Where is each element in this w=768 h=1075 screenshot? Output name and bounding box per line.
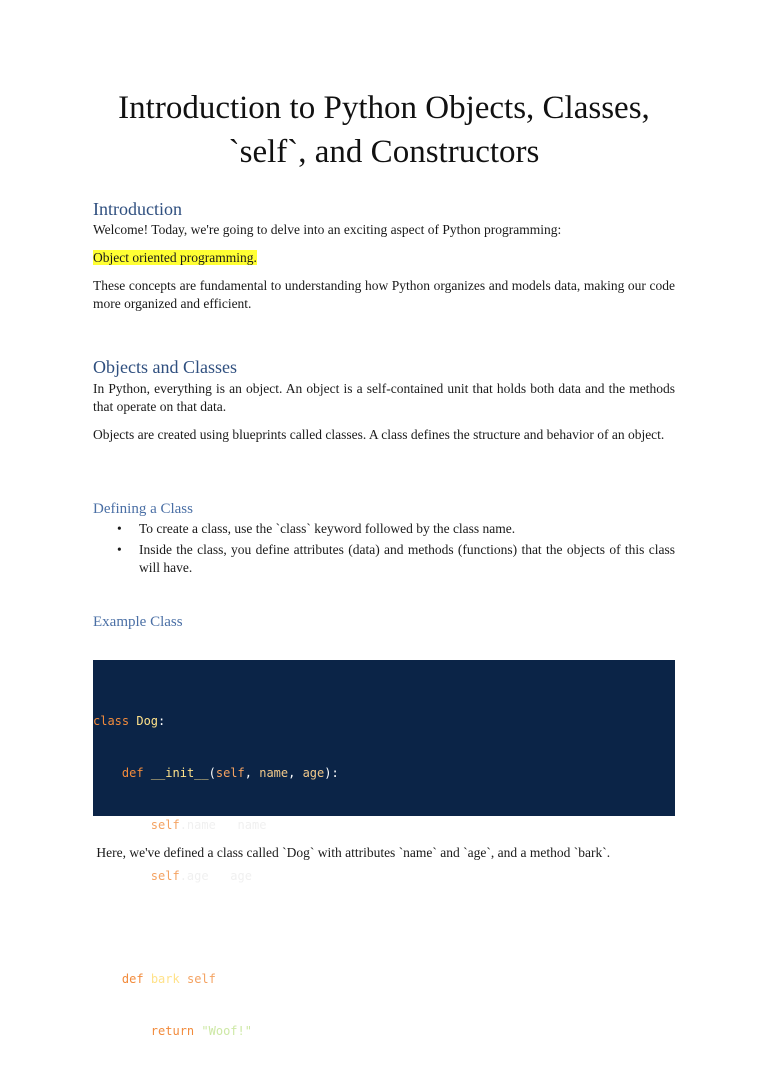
code-line-1: class Dog: [93,714,166,729]
title-line-2: `self`, and Constructors [228,134,540,170]
bullet-dot-icon: • [117,521,122,536]
defining-class-heading: Defining a Class [93,501,193,517]
introduction-paragraph-1: Welcome! Today, we're going to delve into an exciting aspect of Python programming: [93,222,562,237]
objects-classes-heading: Objects and Classes [93,357,237,377]
introduction-highlight-paragraph [93,249,675,267]
defining-class-bullet-list [93,520,675,580]
code-line-3: self.name = name [150,817,267,832]
code-line-4: self.age = age [150,869,252,884]
objects-classes-paragraph-2: Objects are created using blueprints called classes. A class defines the structure and behavior of an object. [93,427,665,442]
introduction-heading: Introduction [93,199,182,219]
code-line-5 [93,920,675,937]
bullet-text: To create a class, use the `class` keyword followed by the class name. [139,521,516,536]
example-class-heading: Example Class [93,614,183,630]
code-line-2: def __init__(self, name, age): [121,766,339,780]
document-title [93,86,675,174]
bullet-text: Inside the class, you define attributes (data) and methods (functions) that the objects of this class will have. [139,542,675,575]
title-line-1: Introduction to Python Objects, Classes, [118,90,650,126]
list-item [93,520,675,538]
code-line-7: return "Woof!" [150,1023,252,1038]
bullet-dot-icon: • [117,542,122,557]
list-item [93,541,675,577]
example-class-explanation: Here, we've defined a class called `Dog` with attributes `name` and `age`, and a method `bark`. [93,845,611,860]
highlighted-text: Object oriented programming. [93,250,257,265]
code-line-6: def bark(self): [121,972,231,987]
objects-classes-paragraph-1: In Python, everything is an object. An object is a self-contained unit that holds both data and the methods that operate on that data. [93,381,675,414]
introduction-paragraph-2: These concepts are fundamental to understanding how Python organizes and models data, making our code more organized and efficient. [93,278,675,311]
